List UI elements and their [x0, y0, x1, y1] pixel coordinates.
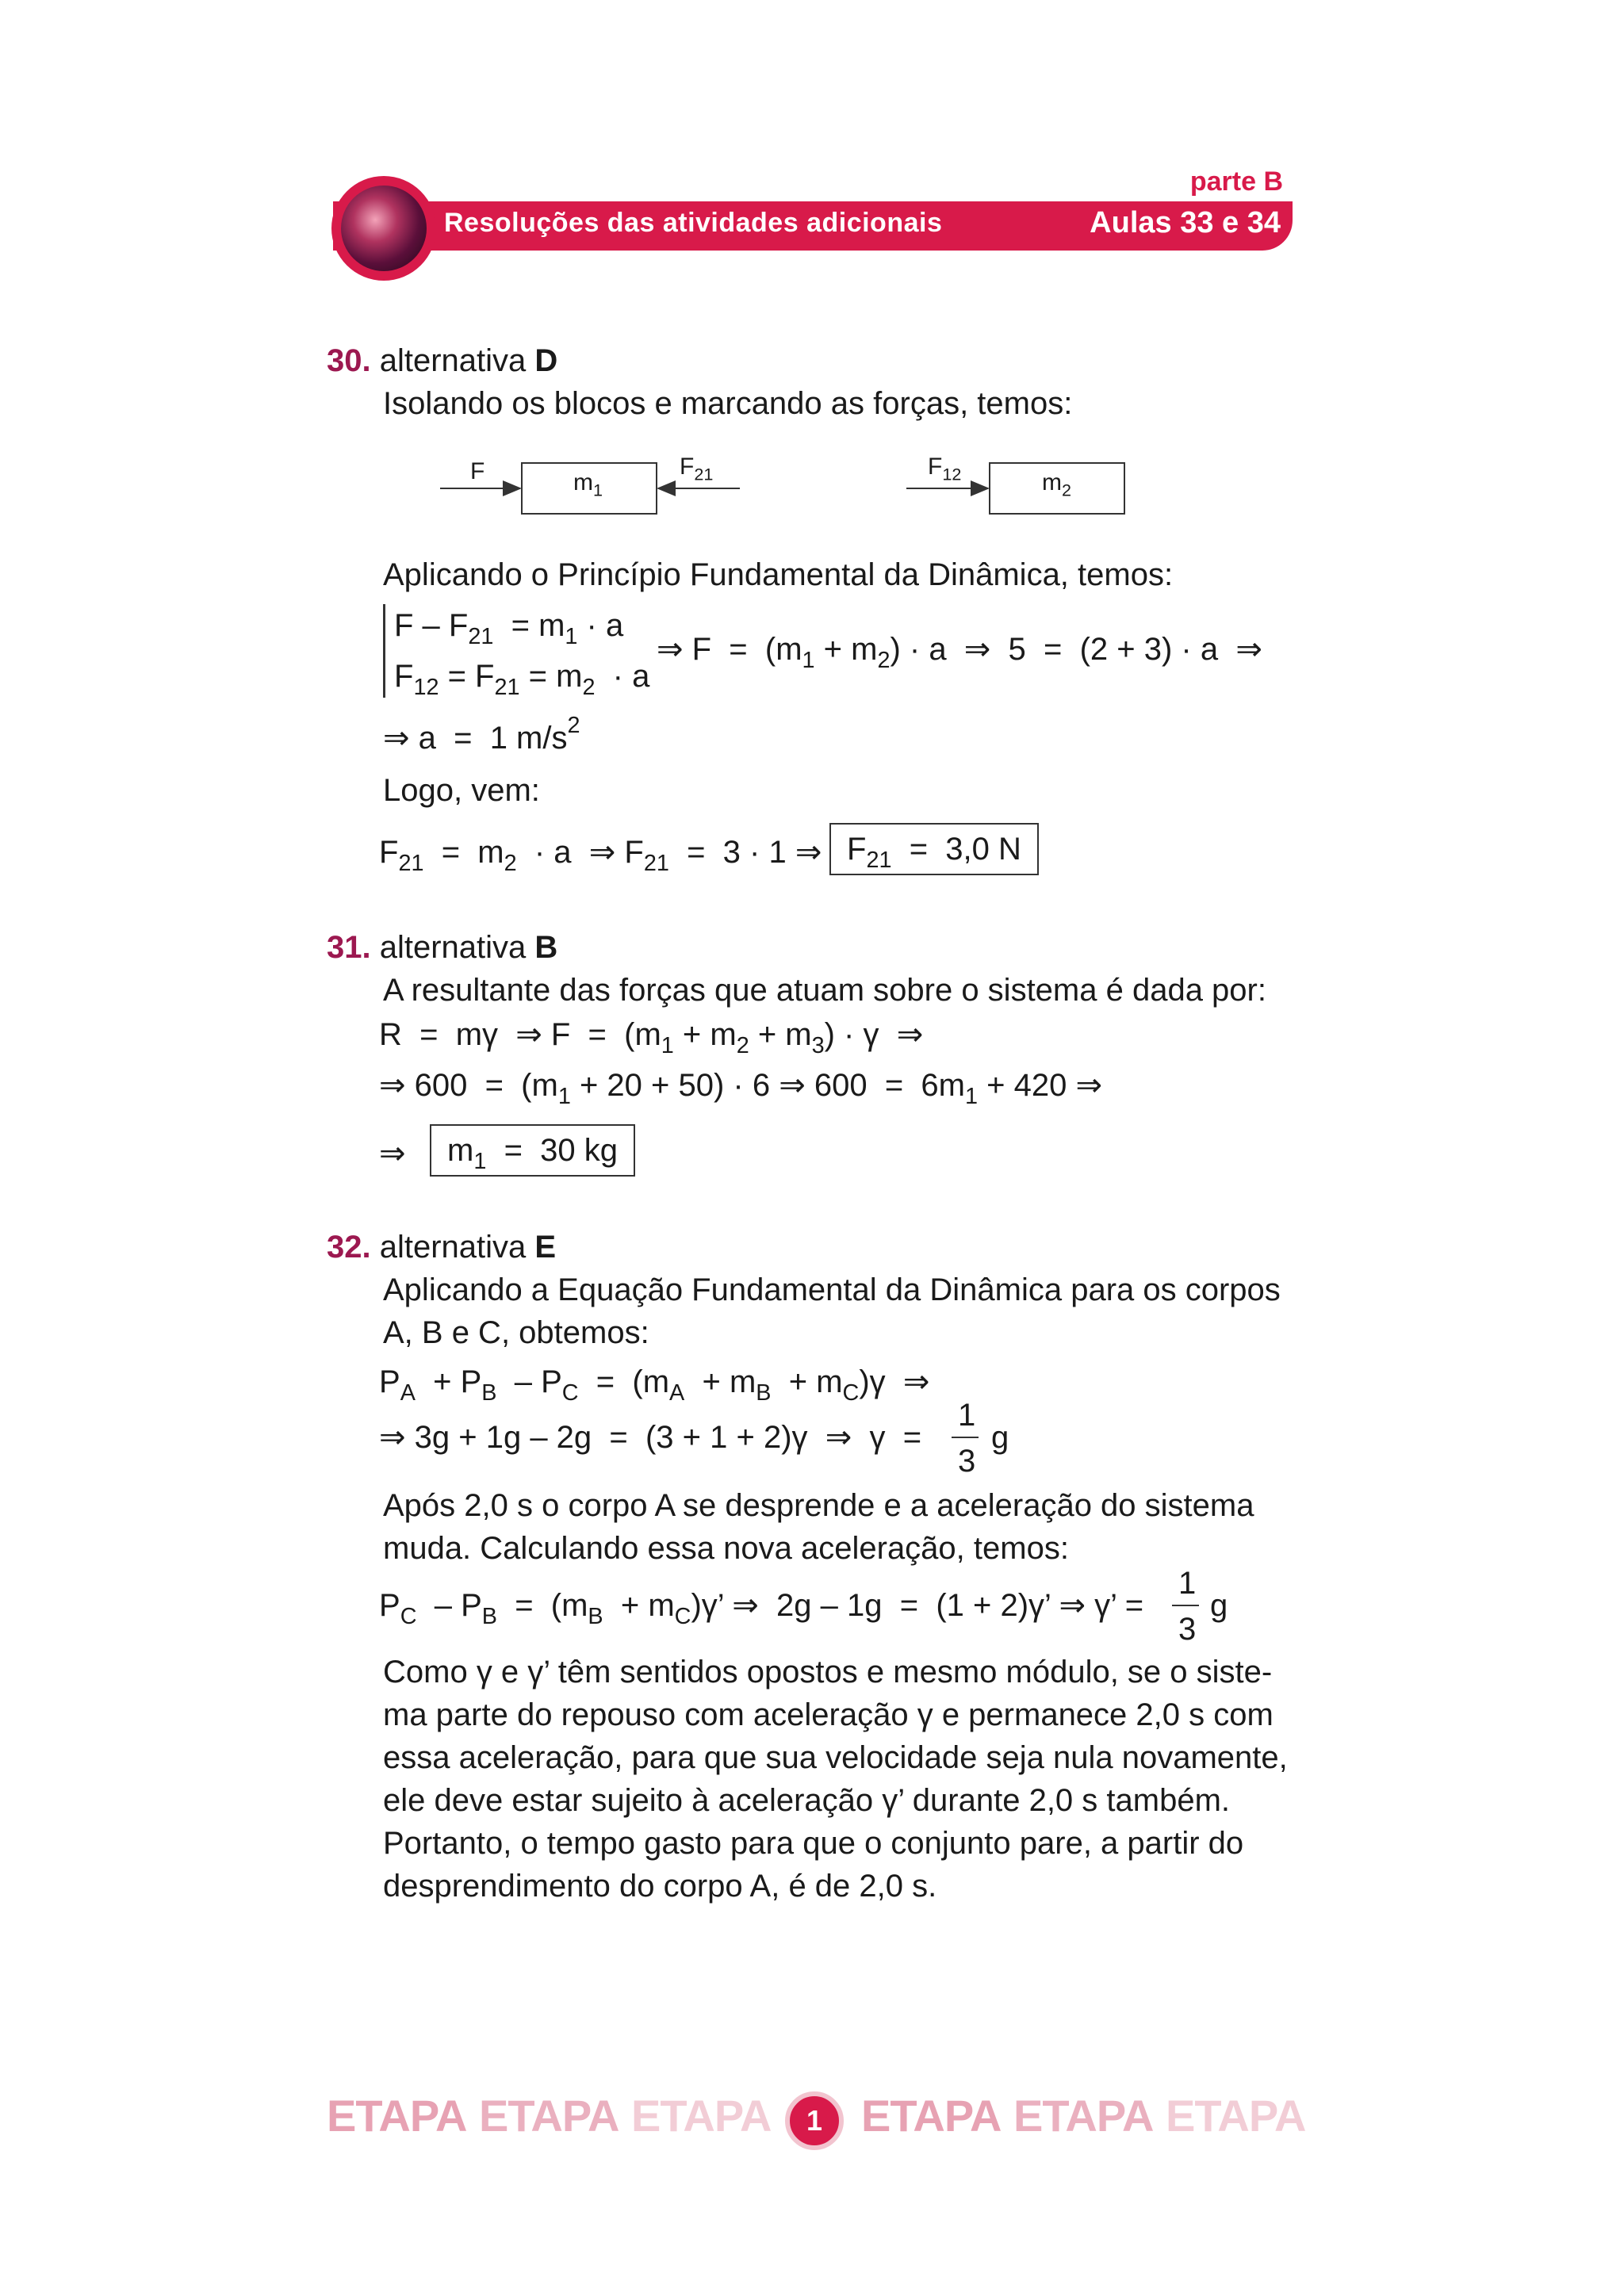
- q30-result-box: $F_{21} = 3,0$ N: [829, 823, 1039, 875]
- frac1-den: 3: [958, 1444, 976, 1479]
- header-title: Resoluções das atividades adicionais: [444, 208, 943, 238]
- label-f12: $F_{12}$: [928, 453, 962, 484]
- q30-alt-label: alternativa: [379, 343, 527, 378]
- q30-principle: Aplicando o Princípio Fundamental da Dinâmica, temos:: [383, 557, 1174, 592]
- q31-result-box: $m_1 = 30$ kg: [430, 1124, 635, 1177]
- eq-30-2: $F_{12} = F_{21} = m_2 \cdot a$: [394, 659, 650, 701]
- q32-conclusion-6: desprendimento do corpo A, é de 2,0 s.: [383, 1869, 937, 1904]
- frac1-g: g: [991, 1420, 1009, 1455]
- q30-intro: Isolando os blocos e marcando as forças, temos:: [383, 386, 1073, 421]
- eq-32-2: ⇒ 3g + 1g – 2g = (3 + 1 + 2)γ ⇒ γ =: [379, 1420, 922, 1455]
- q32-conclusion-2: ma parte do repouso com aceleração γ e permanece 2,0 s com: [383, 1697, 1274, 1732]
- eq-32-3: $P_C - P_B = (m_B + m_C)\gamma$’ ⇒ 2g – 1g = (1 + 2)γ’ ⇒ γ’ =: [379, 1588, 1144, 1630]
- footer-brand-5: ETAPA: [1013, 2091, 1154, 2141]
- q30-alt-letter: D: [534, 343, 558, 378]
- footer-brand-6: ETAPA: [1166, 2091, 1306, 2141]
- q32-conclusion-3: essa aceleração, para que sua velocidade seja nula novamente,: [383, 1740, 1288, 1775]
- footer-brand-4: ETAPA: [861, 2091, 1002, 2141]
- q31-intro: A resultante das forças que atuam sobre o sistema é dada por:: [383, 973, 1266, 1008]
- q32-alt-label: alternativa: [379, 1230, 527, 1265]
- system-bracket: [383, 604, 385, 698]
- eq-30-1: $F - F_{21} = m_1 \cdot a$: [394, 608, 624, 650]
- q31-alt-letter: B: [534, 930, 558, 965]
- q32-after-1: Após 2,0 s o corpo A se desprende e a aceleração do sistema: [383, 1488, 1254, 1523]
- footer-brand-2: ETAPA: [479, 2091, 619, 2141]
- page-number: 1: [785, 2091, 844, 2150]
- eq-32-1: $P_A + P_B - P_C = (m_A + m_B + m_C)\gamma$ ⇒: [379, 1364, 930, 1406]
- footer-brand-3: ETAPA: [631, 2091, 772, 2141]
- q32-number: 32.: [327, 1230, 371, 1265]
- q30-number: 30.: [327, 343, 371, 378]
- eq-31-1: R = mγ ⇒ $F = (m_1 + m_2 + m_3) \cdot \gamma$ ⇒: [379, 1017, 924, 1059]
- q32-alt-letter: E: [534, 1230, 557, 1265]
- q31-number: 31.: [327, 930, 371, 965]
- eq-31-3: ⇒: [379, 1136, 406, 1171]
- header-plasma-icon: [341, 186, 427, 271]
- eq-30-4: ⇒ a = 1 $m/s^2$: [383, 712, 580, 756]
- q32-conclusion-1: Como γ e γ’ têm sentidos opostos e mesmo módulo, se o siste-: [383, 1655, 1273, 1689]
- eq-31-2: ⇒ $600 = (m_1 + 20 + 50) \cdot 6$ ⇒ $600 = 6m_1 + 420$ ⇒: [379, 1068, 1102, 1110]
- q32-intro-1: Aplicando a Equação Fundamental da Dinâmica para os corpos: [383, 1272, 1281, 1307]
- label-m2: $m_2$: [1042, 469, 1072, 500]
- q32-conclusion-5: Portanto, o tempo gasto para que o conjunto pare, a partir do: [383, 1826, 1244, 1861]
- header-part: parte B: [1189, 166, 1283, 197]
- frac1-bar: [952, 1437, 979, 1438]
- frac2-g: g: [1210, 1588, 1228, 1623]
- frac2-num: 1: [1178, 1566, 1197, 1601]
- q30-logo-vem: Logo, vem:: [383, 773, 540, 808]
- label-f21: $F_{21}$: [680, 453, 714, 484]
- q32-intro-2: A, B e C, obtemos:: [383, 1315, 649, 1350]
- frac1-num: 1: [958, 1398, 976, 1433]
- eq-30-3: ⇒ $F = (m_1 + m_2) \cdot a$ ⇒ 5 = (2 + 3) · a ⇒: [657, 632, 1262, 674]
- frac2-bar: [1172, 1605, 1199, 1606]
- footer-brand-1: ETAPA: [327, 2091, 467, 2141]
- q32-conclusion-4: ele deve estar sujeito à aceleração γ’ durante 2,0 s também.: [383, 1783, 1231, 1818]
- q31-heading: [327, 926, 557, 969]
- q31-alt-label: alternativa: [379, 930, 527, 965]
- q32-after-2: muda. Calculando essa nova aceleração, temos:: [383, 1531, 1069, 1566]
- frac2-den: 3: [1178, 1612, 1197, 1647]
- label-m1: $m_1$: [573, 469, 603, 500]
- q30-heading: [327, 339, 557, 382]
- label-f: F: [470, 458, 485, 484]
- header-lessons: Aulas 33 e 34: [1090, 206, 1281, 239]
- q32-heading: [327, 1226, 556, 1269]
- eq-30-5: $F_{21} = m_2 \cdot a$ ⇒ $F_{21} = 3 \cdot 1$ ⇒: [379, 835, 822, 877]
